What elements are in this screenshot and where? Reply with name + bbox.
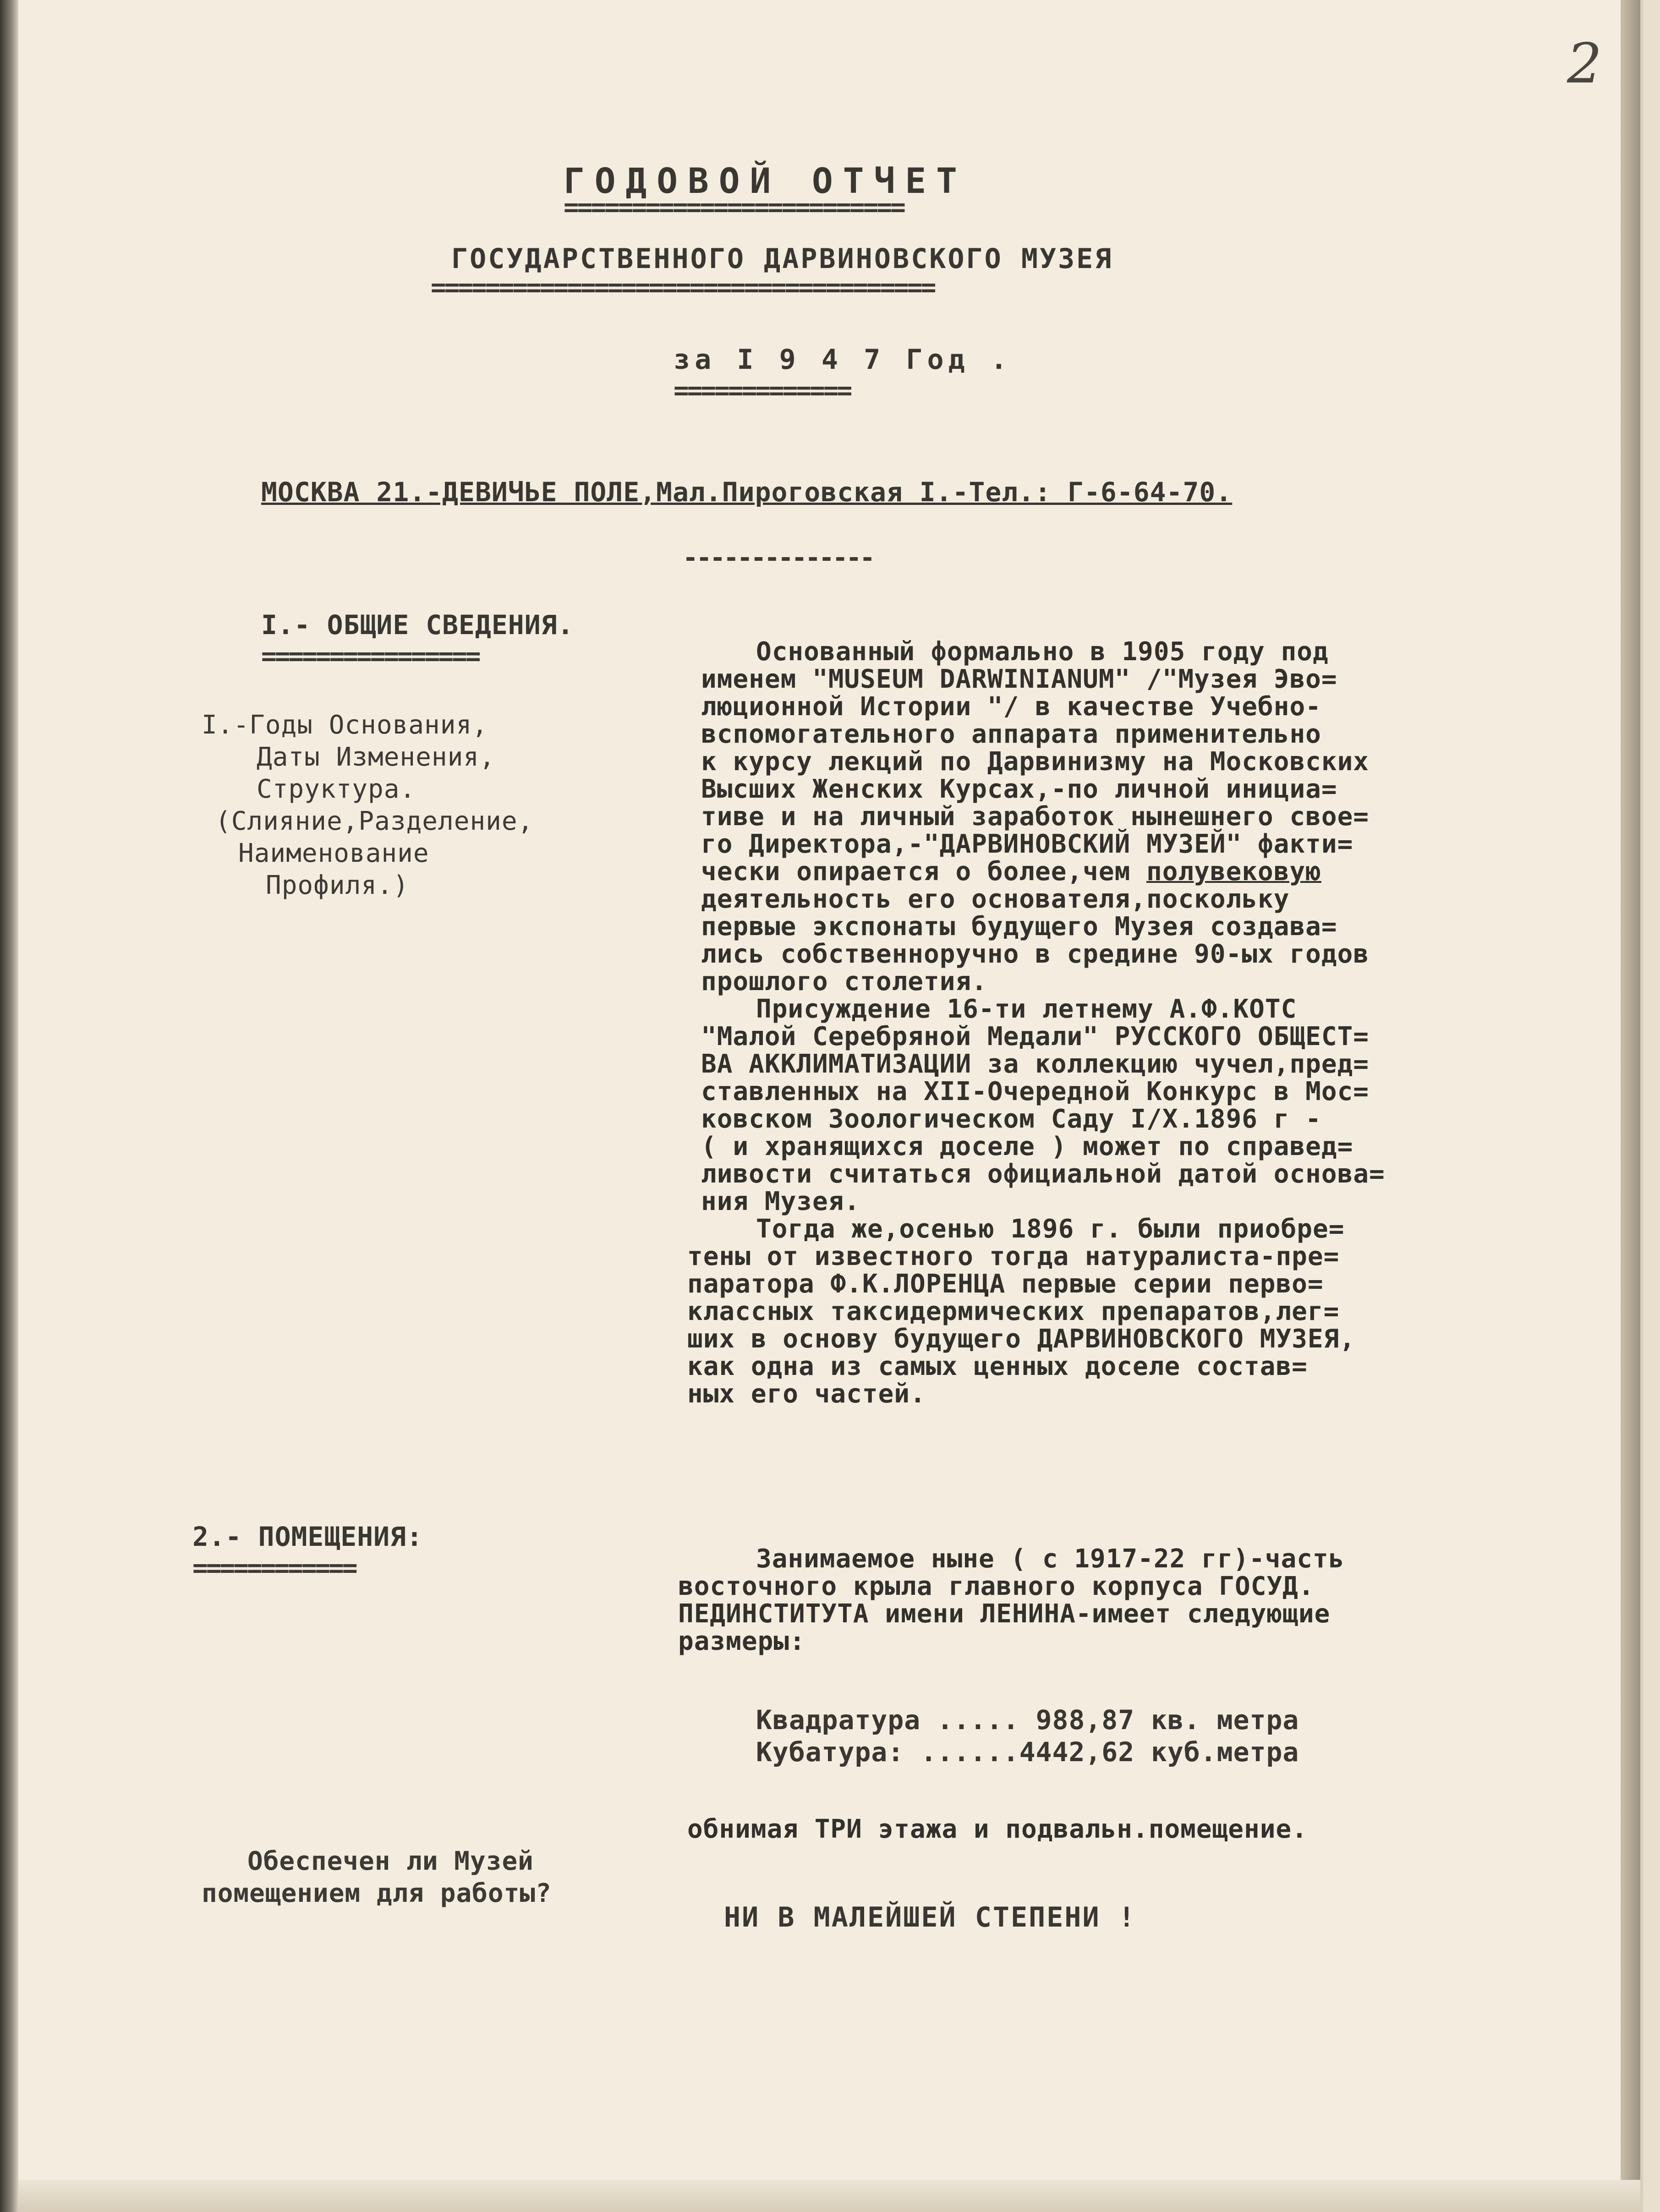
premises-question-line: Обеспечен ли Музей [247, 1846, 534, 1876]
report-year: за I 9 4 7 Год . [674, 344, 1012, 376]
paragraph-line: деятельность его основателя,поскольку [701, 884, 1290, 914]
address-rule: -------------- [683, 543, 874, 573]
section1-margin-line: Даты Изменения, [257, 742, 495, 772]
paragraph-line: ПЕДИНСТИТУТА имени ЛЕНИНА-имеет следующие [678, 1599, 1331, 1629]
paragraph-line: к курсу лекций по Дарвинизму на Московских [701, 747, 1370, 777]
paragraph-line: размеры: [678, 1626, 805, 1656]
year-rule: ============= [674, 376, 851, 405]
title-rule: ========================= [564, 192, 904, 222]
section2-heading-rule: ============ [192, 1553, 356, 1583]
paragraph-line [701, 857, 1321, 887]
paragraph-line: ния Музея. [701, 1187, 860, 1216]
underlined-word: полувековую [1146, 857, 1321, 887]
paragraph-text: чески опирается о более,чем [701, 857, 1147, 887]
section1-margin-line: (Слияние,Разделение, [215, 806, 534, 836]
paragraph-line: ( и хранящихся доселе ) может по справед= [701, 1132, 1353, 1161]
paragraph-line: Основанный формально в 1905 году под [756, 637, 1329, 667]
area-measurement: Квадратура ..... 988,87 кв. метра [756, 1704, 1299, 1736]
museum-address: МОСКВА 21.-ДЕВИЧЬЕ ПОЛЕ,Мал.Пироговская I.-Тел.: Г-6-64-70. [261, 476, 1233, 508]
paragraph-line: Тогда же,осенью 1896 г. были приобре= [756, 1214, 1345, 1244]
section1-margin-line: Профиля.) [266, 871, 409, 900]
handwritten-page-number: 2 [1567, 32, 1602, 96]
premises-answer: НИ В МАЛЕЙШЕЙ СТЕПЕНИ ! [724, 1901, 1136, 1933]
premises-question-line: помещением для работы? [202, 1878, 552, 1908]
paragraph-line: ливости считаться официальной датой основа= [701, 1159, 1385, 1189]
paragraph-line: паратора Ф.К.ЛОРЕНЦА первые серии перво= [687, 1269, 1324, 1299]
paragraph-line: как одна из самых ценных доселе состав= [687, 1352, 1308, 1381]
paragraph-line: ковском Зоологическом Саду I/X.1896 г - [701, 1104, 1321, 1134]
section1-margin-line: I.-Годы Основания, [202, 710, 488, 740]
section1-margin-line: Структура. [257, 774, 416, 804]
paragraph-line: классных таксидермических препаратов,лег= [687, 1297, 1340, 1326]
paragraph-line: люционной Истории "/ в качестве Учебно- [701, 692, 1321, 722]
paragraph-line: Высших Женских Курсах,-по личной инициа= [701, 774, 1337, 804]
paragraph-line: первые экспонаты будущего Музея создава= [701, 912, 1337, 942]
paragraph-line: Присуждение 16-ти летнему А.Ф.КОТС [756, 994, 1297, 1024]
subtitle-rule: ===================================== [431, 273, 935, 302]
report-subtitle: ГОСУДАРСТВЕННОГО ДАРВИНОВСКОГО МУЗЕЯ [451, 243, 1113, 275]
floors-note: обнимая ТРИ этажа и подвальн.помещение. [687, 1814, 1308, 1844]
paragraph-line: лись собственноручно в средине 90-ых годов [701, 939, 1370, 969]
section1-heading: I.- ОБЩИЕ СВЕДЕНИЯ. [261, 609, 574, 641]
paragraph-line: го Директора,-"ДАРВИНОВСКИЙ МУЗЕЙ" факти= [701, 829, 1353, 859]
page-right-shadow [1621, 0, 1640, 2212]
page-bottom-edge [18, 2180, 1640, 2212]
volume-measurement: Кубатура: ......4442,62 куб.метра [756, 1736, 1299, 1768]
paragraph-line: именем "MUSEUM DARWINIANUM" /"Музея Эво= [701, 664, 1337, 694]
paragraph-line: ных его частей. [687, 1379, 926, 1409]
paragraph-line: восточного крыла главного корпуса ГОСУД. [678, 1571, 1315, 1601]
paragraph-line: вспомогательного аппарата применительно [701, 719, 1321, 749]
section2-heading: 2.- ПОМЕЩЕНИЯ: [192, 1521, 423, 1552]
paragraph-line: Занимаемое ныне ( с 1917-22 гг)-часть [756, 1544, 1345, 1574]
section1-margin-line: Наименование [238, 838, 429, 868]
report-title: ГОДОВОЙ ОТЧЕТ [564, 160, 967, 201]
paragraph-line: ВА АККЛИМАТИЗАЦИИ за коллекцию чучел,пред= [701, 1049, 1370, 1079]
paragraph-line: прошлого столетия. [701, 967, 987, 996]
paragraph-line: тиве и на личный заработок нынешнего свое= [701, 802, 1370, 832]
scan-left-edge [0, 0, 18, 2212]
section1-heading-rule: ================ [261, 641, 479, 671]
paragraph-line: ших в основу будущего ДАРВИНОВСКОГО МУЗЕЯ, [687, 1324, 1356, 1354]
paragraph-line: ставленных на XII-Очередной Конкурс в Мос= [701, 1077, 1370, 1106]
paragraph-line: "Малой Серебряной Медали" РУССКОГО ОБЩЕСТ= [701, 1022, 1370, 1051]
paragraph-line: тены от известного тогда натуралиста-пре= [687, 1242, 1340, 1271]
